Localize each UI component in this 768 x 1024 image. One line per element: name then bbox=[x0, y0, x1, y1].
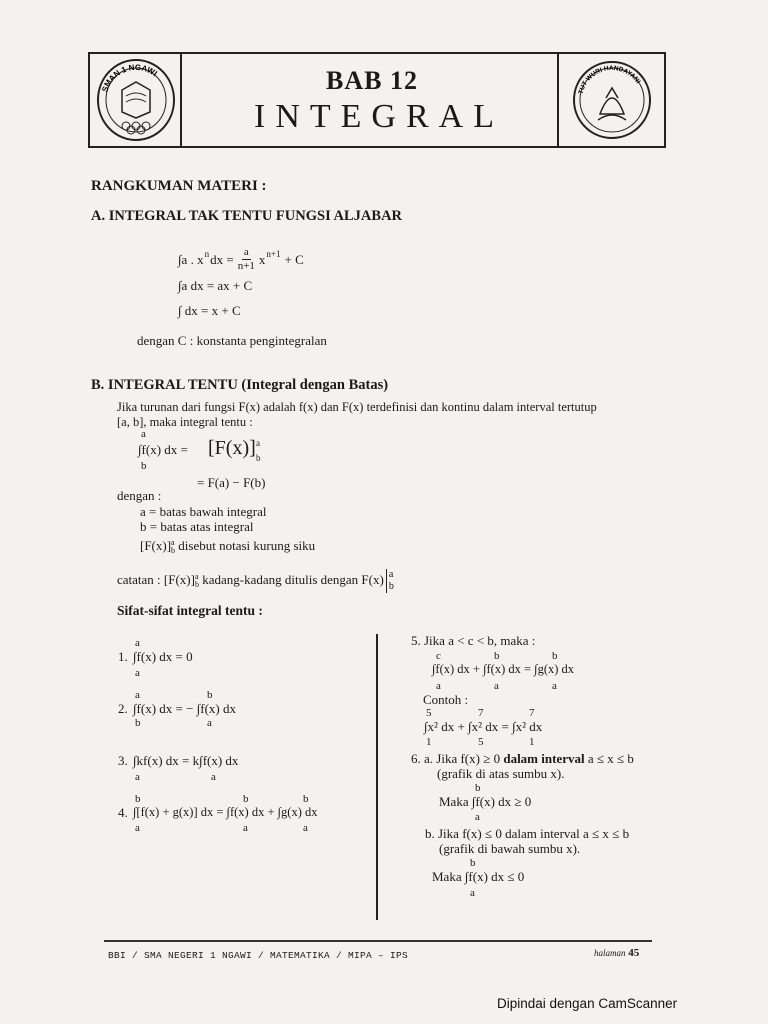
formula-constant-rule: ∫a dx = ax + C bbox=[178, 278, 253, 293]
def-bracket-lower: b bbox=[256, 453, 261, 463]
p1-lower: a bbox=[135, 667, 140, 679]
p6b-lower: a bbox=[470, 887, 475, 899]
p6a-lower: a bbox=[475, 811, 480, 823]
p3-lower2: a bbox=[211, 771, 216, 783]
properties-heading: Sifat-sifat integral tentu : bbox=[117, 603, 263, 618]
p5-lower3: a bbox=[552, 680, 557, 692]
chapter-label: BAB 12 bbox=[326, 66, 418, 95]
p5-lower1: a bbox=[436, 680, 441, 692]
formula1-num: a bbox=[243, 246, 249, 258]
p6b-paren: (grafik di bawah sumbu x). bbox=[439, 841, 581, 856]
a-note: a = batas bawah integral bbox=[140, 504, 267, 519]
ex-upper3: 7 bbox=[529, 707, 535, 719]
formula-power-rule bbox=[178, 246, 304, 273]
p3-lower1: a bbox=[135, 771, 140, 783]
catatan-lower: b bbox=[194, 580, 199, 589]
p4-upper2: b bbox=[243, 793, 249, 805]
intro-line-1: Jika turunan dari fungsi F(x) adalah f(x) dan F(x) terdefinisi dan kontinu dalam interval tertutup bbox=[117, 400, 597, 414]
p4-number: 4. bbox=[118, 805, 128, 820]
p2-expr: ∫f(x) dx = − ∫f(x) dx bbox=[133, 701, 237, 716]
formula1-exp2: n+1 bbox=[266, 248, 281, 259]
formula1-dx: dx = bbox=[210, 251, 234, 267]
section-b-heading-prefix: B. INTEGRAL TENTU bbox=[91, 377, 242, 393]
p6b-upper: b bbox=[470, 857, 476, 869]
school-logo-text: SMAN 1 NGAWI bbox=[100, 62, 159, 94]
bracket-note-expr: [F(x)] bbox=[140, 538, 172, 553]
tut-wuri-handayani-logo bbox=[564, 58, 660, 142]
header-divider-left bbox=[180, 52, 182, 148]
p4-expr: ∫[f(x) + g(x)] dx = ∫f(x) dx + ∫g(x) dx bbox=[133, 805, 318, 819]
ex-lower2: 5 bbox=[478, 736, 484, 748]
page-number: 45 bbox=[628, 947, 640, 959]
def-lower-limit: b bbox=[141, 460, 147, 472]
p6a-bold: dalam interval bbox=[503, 751, 585, 766]
p4-lower2: a bbox=[243, 822, 248, 834]
p5-upper1: c bbox=[436, 650, 441, 662]
p4-upper1: b bbox=[135, 793, 141, 805]
section-a-heading: A. INTEGRAL TAK TENTU FUNGSI ALJABAR bbox=[91, 208, 403, 224]
p1-upper: a bbox=[135, 637, 140, 649]
p5-expr: ∫f(x) dx + ∫f(x) dx = ∫g(x) dx bbox=[432, 662, 575, 676]
footer-text: BBI / SMA NEGERI 1 NGAWI / MATEMATIKA / MIPA – IPS bbox=[108, 950, 409, 961]
tut-wuri-logo-text: TUT WURI HANDAYANI bbox=[577, 64, 642, 95]
p2-upper2: b bbox=[207, 689, 213, 701]
intro-line-2: [a, b], maka integral tentu : bbox=[117, 415, 253, 429]
constant-note: dengan C : konstanta pengintegralan bbox=[137, 333, 327, 348]
header-divider-right bbox=[557, 52, 559, 148]
bracket-note-upper: a bbox=[171, 538, 175, 548]
p2-upper1: a bbox=[135, 689, 140, 701]
bracket-note-text: disebut notasi kurung siku bbox=[175, 538, 316, 553]
p6a-paren: (grafik di atas sumbu x). bbox=[437, 766, 565, 781]
p3-expr: ∫kf(x) dx = k∫f(x) dx bbox=[133, 753, 239, 768]
catatan-bar-lower: b bbox=[388, 581, 394, 592]
def-result: = F(a) − F(b) bbox=[197, 475, 266, 490]
bracket-note-lower: b bbox=[171, 546, 176, 556]
catatan-mid: kadang-kadang ditulis dengan F(x) bbox=[198, 571, 384, 587]
ex-expr: ∫x² dx + ∫x² dx = ∫x² dx bbox=[424, 719, 543, 734]
p6b-text: b. Jika f(x) ≤ 0 dalam interval a ≤ x ≤ b bbox=[425, 826, 630, 841]
catatan-note bbox=[117, 569, 394, 593]
formula1-fraction bbox=[238, 246, 255, 273]
evaluation-bar bbox=[386, 569, 394, 593]
page-label: halaman bbox=[594, 948, 626, 958]
b-note: b = batas atas integral bbox=[140, 519, 254, 534]
page-title: INTEGRAL bbox=[254, 98, 504, 135]
p4-upper3: b bbox=[303, 793, 309, 805]
section-b-heading-suffix: (Integral dengan Batas) bbox=[241, 377, 389, 393]
summary-title: RANGKUMAN MATERI : bbox=[91, 178, 267, 194]
catatan-bar-upper: a bbox=[388, 569, 394, 580]
p2-lower2: a bbox=[207, 717, 212, 729]
p1-number: 1. bbox=[118, 649, 128, 664]
p5-lower2: a bbox=[494, 680, 499, 692]
catatan-prefix: catatan : bbox=[117, 571, 164, 587]
ex-upper1: 5 bbox=[426, 707, 432, 719]
p5-intro: 5. Jika a < c < b, maka : bbox=[411, 633, 536, 648]
p2-number: 2. bbox=[118, 701, 128, 716]
p2-lower1: b bbox=[135, 717, 141, 729]
p6a-text bbox=[411, 751, 634, 767]
column-divider bbox=[376, 634, 378, 920]
svg-text:TUT WURI HANDAYANI bbox=[578, 65, 642, 95]
p6b-maka: Maka ∫f(x) dx ≤ 0 bbox=[432, 869, 525, 884]
svg-text:SMAN 1 NGAWI bbox=[100, 63, 159, 93]
def-upper-limit: a bbox=[141, 428, 146, 440]
p6a-prefix: 6. a. Jika f(x) ≥ 0 bbox=[411, 751, 504, 766]
formula1-x: x bbox=[258, 251, 266, 267]
footer-rule bbox=[104, 940, 652, 942]
p1-expr: ∫f(x) dx = 0 bbox=[133, 649, 193, 664]
formula1-den: n+1 bbox=[237, 260, 255, 272]
ex-lower3: 1 bbox=[529, 736, 535, 748]
formula1-left: ∫a . x bbox=[178, 251, 204, 267]
formula-dx-rule: ∫ dx = x + C bbox=[178, 303, 241, 318]
camscanner-watermark: Dipindai dengan CamScanner bbox=[497, 996, 678, 1011]
def-bracket-upper: a bbox=[256, 438, 260, 448]
ex-lower1: 1 bbox=[426, 736, 432, 748]
p6a-upper: b bbox=[475, 782, 481, 794]
bracket-notation-note bbox=[140, 538, 315, 555]
school-logo bbox=[94, 56, 178, 144]
dengan-label: dengan : bbox=[117, 488, 162, 503]
def-bracket: [F(x)] bbox=[208, 437, 256, 459]
def-integrand: ∫f(x) dx = bbox=[138, 442, 188, 457]
section-b-heading bbox=[91, 377, 388, 394]
p5-upper3: b bbox=[552, 650, 558, 662]
p4-lower3: a bbox=[303, 822, 308, 834]
contoh-label: Contoh : bbox=[423, 692, 469, 707]
p5-upper2: b bbox=[494, 650, 500, 662]
catatan-expr: [F(x)] bbox=[163, 571, 195, 587]
formula1-exp: n bbox=[204, 248, 210, 259]
p4-lower1: a bbox=[135, 822, 140, 834]
catatan-upper: a bbox=[194, 572, 199, 581]
formula1-c: + C bbox=[284, 251, 304, 267]
p3-number: 3. bbox=[118, 753, 128, 768]
p6a-maka: Maka ∫f(x) dx ≥ 0 bbox=[439, 794, 532, 809]
page-number-area bbox=[594, 947, 639, 959]
ex-upper2: 7 bbox=[478, 707, 484, 719]
p6a-suffix: a ≤ x ≤ b bbox=[584, 751, 634, 766]
